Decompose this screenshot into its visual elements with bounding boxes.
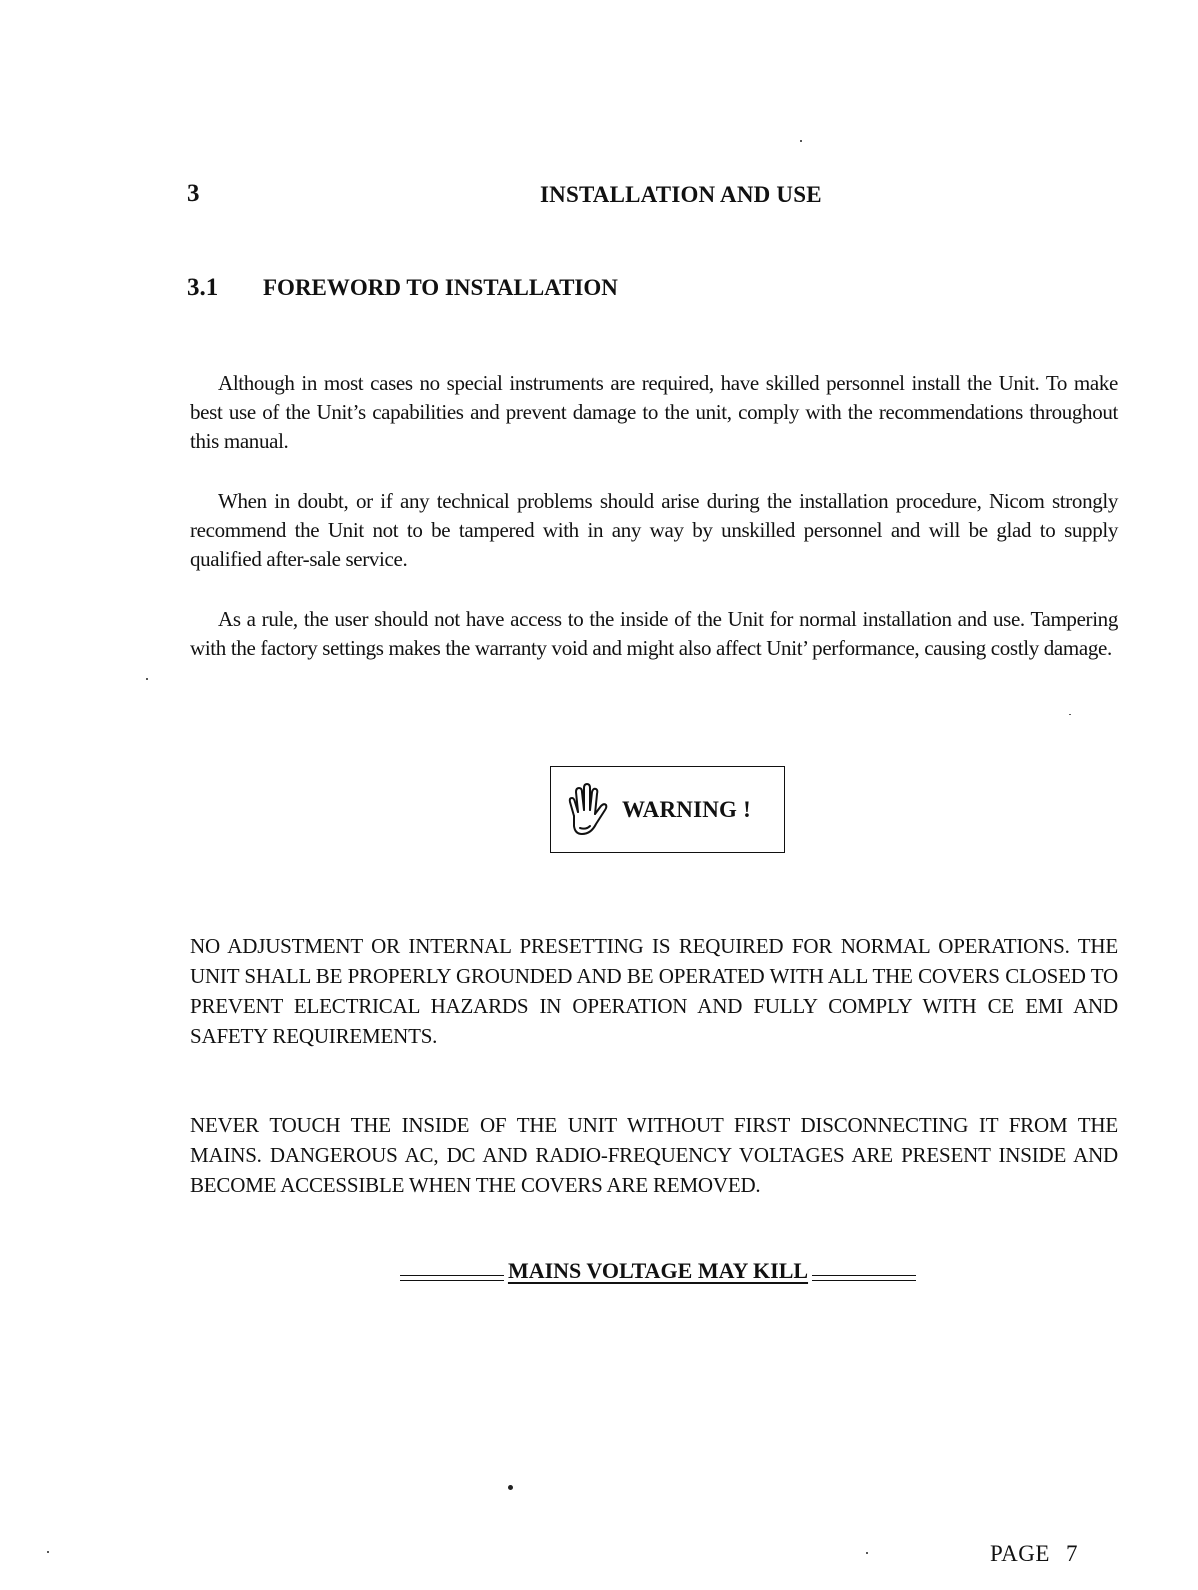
warning-text-adjustment: NO ADJUSTMENT OR INTERNAL PRESETTING IS REQUIRED FOR NORMAL OPERATIONS. THE UNIT SHALL BE PROPERLY GROUNDED AND BE OPERATED WITH ALL THE COVERS CLOSED TO PREVENT ELECTRICAL HAZARDS IN OPERATION AND FULLY COMPLY WITH CE EMI AND SAFETY REQUIREMENTS. — [190, 934, 1118, 1048]
chapter-title: INSTALLATION AND USE — [540, 182, 822, 207]
scan-speck — [508, 1485, 513, 1490]
paragraph-service: When in doubt, or if any technical problems should arise during the installation procedure, Nicom strongly recommend the Unit not to be tampered with in any way by unskilled personnel and will be glad to supply qualified after-sale service. — [190, 489, 1118, 571]
chapter-number: 3 — [187, 180, 200, 207]
scan-speck — [47, 1551, 49, 1553]
section-title: FOREWORD TO INSTALLATION — [263, 275, 618, 300]
scan-speck — [800, 140, 802, 142]
paragraph-foreword: Although in most cases no special instruments are required, have skilled personnel install the Unit. To make best use of the Unit’s capabilities and prevent damage to the unit, comply with the recommendations throughout this manual. — [190, 371, 1118, 453]
page-number: 7 — [1065, 1541, 1078, 1566]
mains-voltage-text: MAINS VOLTAGE MAY KILL — [507, 1258, 809, 1283]
page-label: PAGE — [990, 1541, 1050, 1566]
warning-text-disconnect: NEVER TOUCH THE INSIDE OF THE UNIT WITHOUT FIRST DISCONNECTING IT FROM THE MAINS. DANGEROUS AC, DC AND RADIO-FREQUENCY VOLTAGES ARE PRESENT INSIDE AND BECOME ACCESSIBLE WHEN THE COVERS ARE REMOVED. — [190, 1113, 1118, 1197]
raised-hand-icon — [560, 782, 610, 838]
scan-speck — [146, 678, 148, 680]
rule-right — [812, 1275, 916, 1281]
section-number: 3.1 — [187, 274, 219, 301]
warning-label: WARNING ! — [622, 796, 751, 822]
scan-speck — [1069, 714, 1071, 715]
warning-box — [550, 766, 785, 853]
scan-speck — [866, 1552, 868, 1554]
mains-voltage-notice — [400, 1258, 916, 1284]
rule-left — [400, 1275, 504, 1281]
paragraph-tampering: As a rule, the user should not have access to the inside of the Unit for normal installation and use. Tampering with the factory settings makes the warranty void and might also affect Unit’ performance, causing costly damage. — [190, 607, 1118, 660]
page-footer — [990, 1541, 1078, 1567]
